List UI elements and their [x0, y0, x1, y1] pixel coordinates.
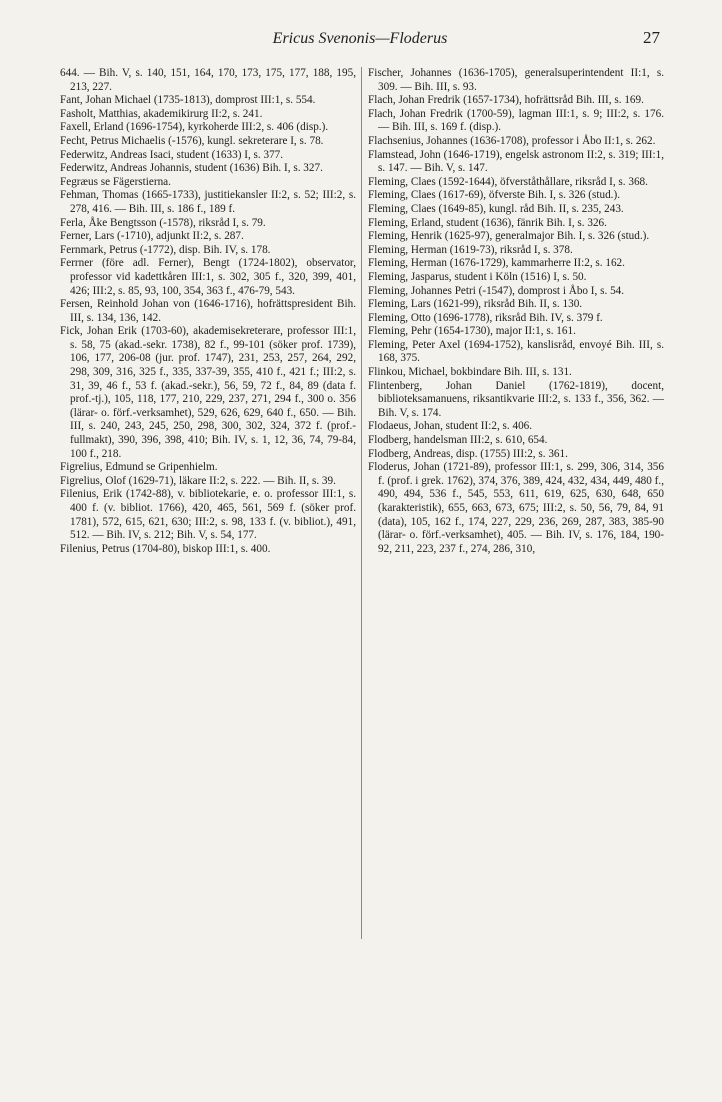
index-entry: Fant, Johan Michael (1735-1813), domprost III:1, s. 554. [60, 94, 316, 107]
index-entry: Filenius, Erik (1742-88), v. bibliotekarie, e. o. professor III:1, s. 400 f. (v. bibliot. 1766), 420, 465, 561, 569 f. (söker prof. 1781), 572, 615, 621, 630; III:2, s. 98, 133 f. (v. bibliot.), 491, 512. — Bih. IV, s. 212; Bih. V, s. 54, 177. [60, 488, 356, 542]
page-header [60, 30, 660, 54]
index-entry: 644. — Bih. V, s. 140, 151, 164, 170, 173, 175, 177, 188, 195, 213, 227. [60, 67, 356, 93]
index-entry: Flodberg, handelsman III:2, s. 610, 654. [368, 434, 548, 447]
index-entry: Fegræus se Fägerstierna. [60, 175, 171, 188]
index-entry: Fleming, Claes (1649-85), kungl. råd Bih. II, s. 235, 243. [368, 202, 624, 215]
index-entry: Flachsenius, Johannes (1636-1708), professor i Åbo II:1, s. 262. [368, 134, 656, 147]
index-entry: Ferla, Åke Bengtsson (-1578), riksråd I, s. 79. [60, 216, 266, 229]
index-entry: Federwitz, Andreas Johannis, student (1636) Bih. I, s. 327. [60, 162, 323, 175]
index-entry: Fehman, Thomas (1665-1733), justitiekansler II:2, s. 52; III:2, s. 278, 416. — Bih. III, s. 186 f., 189 f. [60, 189, 356, 215]
index-entry: Fecht, Petrus Michaelis (-1576), kungl. sekreterare I, s. 78. [60, 134, 324, 147]
index-entry: Fernmark, Petrus (-1772), disp. Bih. IV, s. 178. [60, 243, 271, 256]
index-entry: Fleming, Lars (1621-99), riksråd Bih. II, s. 130. [368, 298, 583, 311]
index-entry: Fick, Johan Erik (1703-60), akademisekreterare, professor III:1, s. 58, 75 (akad.-sekr. 1738), 82 f., 99-101 (söker prof. 1739), 106, 177, 206-08 (jur. prof. 1747), 231, 253, 257, 264, 292, 298, 309, 316, 325 f., 335, 337-39, 355, 410 f., 421 f.; III:2, s. 31, 39, 46 f., 53 f. (akad.-sekr.), 56, 59, 72 f., 84, 89 (data f. prof.-tj.), 105, 118, 177, 210, 229, 237, 271, 294 f., 300 o. 356 (lärar- o. förf.-verksamhet), 529, 626, 629, 640 f., 650. — Bih. III, s. 240, 243, 245, 250, 298, 300, 302, 324, 372 f. (prof.-fullmakt), 390, 396, 398, 410; Bih. IV, s. 1, 12, 36, 74, 79-84, 100 f., 218. [60, 325, 356, 460]
index-entry: Flamstead, John (1646-1719), engelsk astronom II:2, s. 319; III:1, s. 147. — Bih. V, s. 147. [368, 148, 664, 175]
index-entry: Fleming, Johannes Petri (-1547), domprost i Åbo I, s. 54. [368, 284, 625, 297]
index-entry: Flach, Johan Fredrik (1700-59), lagman III:1, s. 9; III:2, s. 176. — Bih. III, s. 169 f. (disp.). [368, 107, 664, 134]
index-entry: Fleming, Herman (1676-1729), kammarherre II:2, s. 162. [368, 257, 625, 270]
index-entry: Fleming, Herman (1619-73), riksråd I, s. 378. [368, 243, 573, 256]
index-entry: Fleming, Claes (1592-1644), öfverståthållare, riksråd I, s. 368. [368, 175, 648, 188]
index-entry: Fleming, Otto (1696-1778), riksråd Bih. IV, s. 379 f. [368, 311, 603, 324]
index-entry: Filenius, Petrus (1704-80), biskop III:1, s. 400. [60, 542, 271, 555]
index-entry: Fleming, Claes (1617-69), öfverste Bih. I, s. 326 (stud.). [368, 189, 620, 202]
index-entry: Fischer, Johannes (1636-1705), generalsuperintendent II:1, s. 309. — Bih. III, s. 93. [368, 67, 664, 93]
index-entry: Flach, Johan Fredrik (1657-1734), hofrättsråd Bih. III, s. 169. [368, 94, 644, 107]
right-column [368, 67, 664, 1067]
index-entry: Flinkou, Michael, bokbindare Bih. III, s. 131. [368, 366, 572, 379]
index-entry: Figrelius, Olof (1629-71), läkare II:2, s. 222. — Bih. II, s. 39. [60, 474, 336, 487]
index-entry: Fleming, Erland, student (1636), fänrik Bih. I, s. 326. [368, 216, 607, 229]
index-entry: Fleming, Jasparus, student i Köln (1516) I, s. 50. [368, 270, 587, 283]
index-entry: Flodaeus, Johan, student II:2, s. 406. [368, 420, 533, 433]
index-entry: Floderus, Johan (1721-89), professor III:1, s. 299, 306, 314, 356 f. (prof. i grek. 1762), 374, 376, 389, 424, 432, 434, 449, 480 f., 490, 494, 536 f., 545, 553, 611, 619, 625, 630, 648, 650 (karakteristik), 655, 663, 673, 675; III:2, s. 50, 56, 79, 84, 91 (data), 105, 162 f., 174, 227, 229, 236, 269, 287, 383, 385-90 (lärar- o. förf.-verksamhet), 405. — Bih. IV, s. 176, 184, 190-92, 211, 223, 237 f., 274, 286, 310, [368, 461, 664, 555]
left-column [60, 67, 356, 1067]
index-entry: Figrelius, Edmund se Gripenhielm. [60, 461, 218, 474]
index-entry: Flodberg, Andreas, disp. (1755) III:2, s. 361. [368, 447, 568, 460]
index-entry: Federwitz, Andreas Isaci, student (1633) I, s. 377. [60, 148, 284, 161]
index-columns [60, 67, 664, 1067]
index-entry: Flintenberg, Johan Daniel (1762-1819), docent, biblioteksamanuens, riksantikvarie III:2, s. 133 f., 356, 362. — Bih. V, s. 174. [368, 379, 664, 419]
index-entry: Faxell, Erland (1696-1754), kyrkoherde III:2, s. 406 (disp.). [60, 121, 329, 134]
index-entry: Fleming, Pehr (1654-1730), major II:1, s. 161. [368, 325, 576, 338]
index-entry: Ferrner (före adl. Ferner), Bengt (1724-1802), observator, professor vid kadettkåren III:1, s. 302, 305 f., 320, 399, 401, 426; III:2, s. 85, 93, 100, 354, 363 f., 476-79, 543. [60, 257, 356, 297]
index-entry: Fleming, Henrik (1625-97), generalmajor Bih. I, s. 326 (stud.). [368, 230, 650, 243]
index-entry: Fasholt, Matthias, akademikirurg II:2, s. 241. [60, 107, 263, 120]
page-number: 27 [643, 28, 660, 47]
index-entry: Ferner, Lars (-1710), adjunkt II:2, s. 287. [60, 230, 244, 243]
index-entry: Fleming, Peter Axel (1694-1752), kanslisråd, envoyé Bih. III, s. 168, 375. [368, 338, 664, 365]
running-title: Ericus Svenonis—Floderus [272, 30, 448, 47]
index-entry: Fersen, Reinhold Johan von (1646-1716), hofrättspresident Bih. III, s. 134, 136, 142. [60, 298, 356, 324]
